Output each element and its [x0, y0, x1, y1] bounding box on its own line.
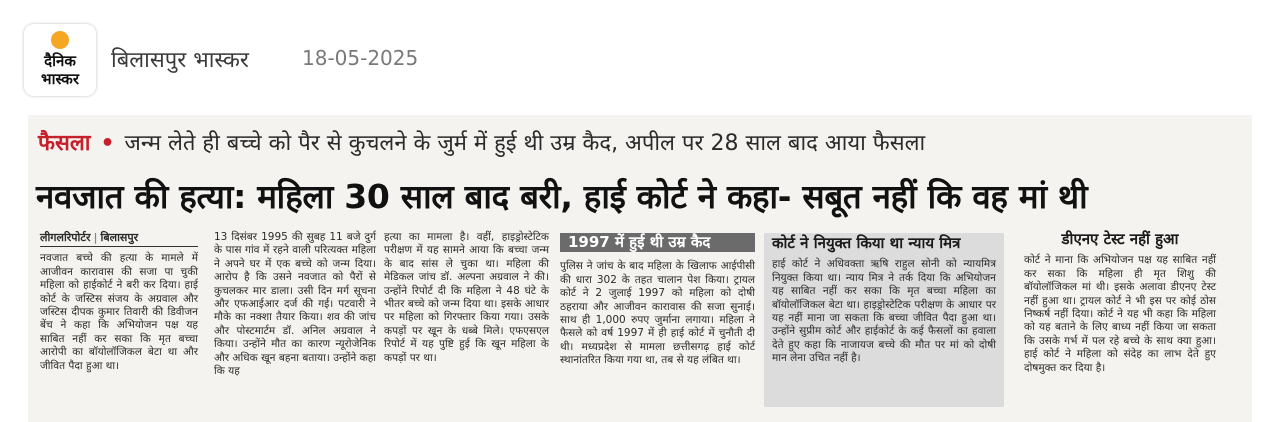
edition-date: 18-05-2025 — [302, 46, 419, 70]
column-text: नवजात बच्चे की हत्या के मामले में आजीवन कारावास की सजा पा चुकी महिला को हाईकोर्ट ने बरी कर दिया। हाई कोर्ट के जस्टिस संजय के अग्रवाल और जस्टिस दीपक कुमार तिवारी की डिवीजन बेंच ने कहा कि अभियोजन पक्ष यह साबित नहीं कर सका कि मृत बच्चा आरोपी का बॉयोलॉजिकल बेटा था और जीवित पैदा हुआ था। — [40, 252, 198, 372]
article-column-1 — [40, 231, 198, 373]
app-header — [0, 0, 1280, 112]
logo-text-line1: दैनिक — [44, 52, 76, 70]
byline-divider: | — [93, 231, 98, 244]
box-text: हाई कोर्ट ने अधिवक्ता ऋषि राहुल सोनी को न्यायमित्र नियुक्त किया था। न्याय मित्र ने तर्क दिया कि अभियोजन यह साबित नहीं कर सका कि मृत बच्चा महिला का बॉयोलॉजिकल बेटा था। हाइड्रोस्टेटिक परीक्षण के आधार पर यह नहीं माना जा सकता कि बच्चा जीवित पैदा हुआ था। उन्होंने सुप्रीम कोर्ट और हाईकोर्ट के कई फैसलों का हवाला देते हुए कहा कि नाजायज बच्चे की मौत पर मां को दोषी मान लेना उचित नहीं है। — [772, 258, 996, 365]
article-column-3 — [384, 231, 549, 365]
box-title: डीएनए टेस्ट नहीं हुआ — [1061, 230, 1179, 248]
article-kicker — [38, 127, 925, 157]
sidebar-box-dna — [1024, 230, 1216, 375]
sidebar-box-1997 — [560, 233, 755, 368]
box-title: 1997 में हुई थी उम्र कैद — [560, 233, 755, 252]
box-title: कोर्ट ने नियुक्त किया था न्याय मित्र — [772, 234, 961, 252]
byline — [40, 231, 198, 247]
byline-location: बिलासपुर — [100, 231, 139, 244]
kicker-tag: फैसला — [38, 131, 91, 156]
bullet-dot-icon: • — [100, 131, 115, 156]
box-background — [764, 233, 1004, 407]
article-column-2 — [214, 231, 376, 378]
kicker-text: जन्म लेते ही बच्चे को पैर से कुचलने के जुर्म में हुई थी उम्र कैद, अपील पर 28 साल बाद आया फैसला — [124, 131, 926, 156]
dainik-bhaskar-logo[interactable] — [24, 24, 96, 96]
column-text: हत्या का मामला है। वहीं, हाइड्रोस्टेटिक परीक्षण में यह सामने आया कि बच्चा जन्म के बाद सांस ले चुका था। महिला की मेडिकल जांच डॉ. अल्पना अग्रवाल ने की। उन्होंने रिपोर्ट दी कि महिला ने 48 घंटे के भीतर बच्चे को जन्म दिया था। इसके आधार पर महिला को गिरफ्तार किया गया। उसके कपड़ों पर खून के धब्बे मिले। एफएसएल रिपोर्ट में यह पुष्टि हुई कि खून महिला के कपड़ों पर था। — [384, 231, 549, 364]
byline-reporter: लीगलरिपोर्टर — [40, 231, 91, 244]
box-text: पुलिस ने जांच के बाद महिला के खिलाफ आईपीसी की धारा 302 के तहत चालान पेश किया। ट्रायल कोर्ट ने 2 जुलाई 1997 को महिला को दोषी ठहराया और आजीवन कारावास की सजा सुनाई। साथ ही 1,000 रुपए जुर्माना लगाया। महिला ने फैसले को वर्ष 1997 में ही हाई कोर्ट में चुनौती दी थी। मध्यप्रदेश से मामला छत्तीसगढ़ हाई कोर्ट स्थानांतरित किया गया था, तब से यह लंबित था। — [560, 260, 755, 367]
news-clipping — [28, 115, 1252, 422]
sun-logo-icon — [51, 31, 69, 49]
article-headline: नवजात की हत्या: महिला 30 साल बाद बरी, हाई कोर्ट ने कहा- सबूत नहीं कि वह मां थी — [36, 177, 1088, 216]
edition-name[interactable]: बिलासपुर भास्कर — [111, 48, 249, 73]
column-text: 13 दिसंबर 1995 की सुबह 11 बजे दुर्ग के पास गांव में रहने वाली परित्यक्त महिला ने अपने घर में एक बच्चे को जन्म दिया। आरोप है कि उसने नवजात को पैरों से कुचलकर मार डाला। उसी दिन मर्ग सूचना और एफआईआर दर्ज की गई। पटवारी ने मौके का नक्शा तैयार किया। शव की जांच और पोस्टमार्टम डॉ. अनिल अग्रवाल ने किया। उन्होंने मौत का कारण न्यूरोजेनिक और अधिक खून बहना बताया। उन्होंने कहा कि यह — [214, 231, 376, 378]
sidebar-box-amicus — [764, 233, 1004, 407]
logo-text-line2: भास्कर — [41, 70, 79, 88]
box-text: कोर्ट ने माना कि अभियोजन पक्ष यह साबित नहीं कर सका कि महिला ही मृत शिशु की बॉयोलॉजिकल मां थी। इसके अलावा डीएनए टेस्ट नहीं हुआ था। ट्रायल कोर्ट ने भी इस पर कोई ठोस निष्कर्ष नहीं दिया। कोर्ट ने यह भी कहा कि महिला को यह बताने के लिए बाध्य नहीं किया जा सकता कि उसके गर्भ में पल रहे बच्चे के साथ क्या हुआ। हाई कोर्ट ने महिला को संदेह का लाभ देते हुए दोषमुक्त कर दिया है। — [1024, 254, 1216, 374]
